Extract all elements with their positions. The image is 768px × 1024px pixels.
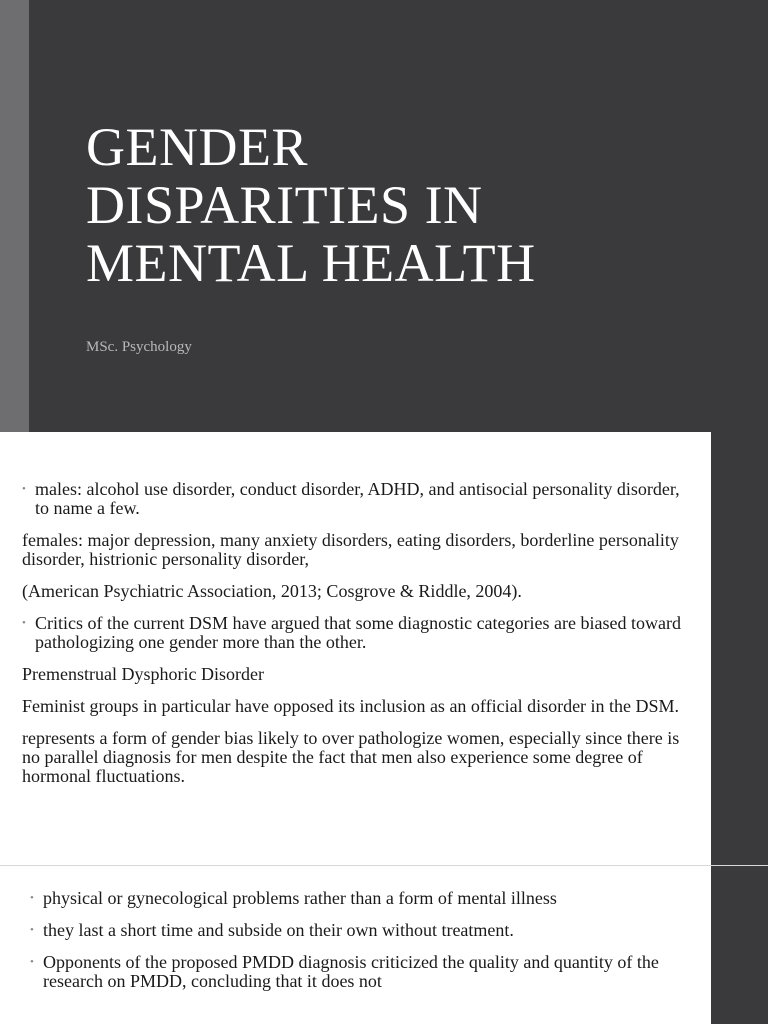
list-item [30, 889, 690, 908]
list-item [22, 665, 692, 684]
content-slide-3 [0, 866, 768, 1024]
list-item-text: (American Psychiatric Association, 2013; Cosgrove & Riddle, 2004). [22, 581, 522, 601]
bullet-icon: • [30, 956, 34, 968]
bullet-icon: • [30, 924, 34, 936]
list-item-text: Feminist groups in particular have opposed its inclusion as an official disorder in the DSM. [22, 696, 680, 716]
list-item [22, 729, 692, 786]
title-line-2: DISPARITIES IN [86, 175, 483, 235]
list-item [30, 953, 690, 991]
list-item-text: Premenstrual Dysphoric Disorder [22, 664, 264, 684]
list-item [30, 921, 690, 940]
list-item [22, 531, 692, 569]
list-item-text: Critics of the current DSM have argued that some diagnostic categories are biased toward pathologizing one gender more than the other. [35, 613, 681, 652]
list-item [22, 582, 692, 601]
list-item [22, 614, 692, 652]
slide-subtitle: MSc. Psychology [86, 339, 192, 355]
slide-2-body [22, 480, 692, 799]
content-slide-2 [0, 432, 768, 865]
list-item-text: they last a short time and subside on their own without treatment. [43, 920, 514, 940]
slide-sidebar [711, 432, 768, 865]
list-item-text: represents a form of gender bias likely to over pathologize women, especially since there is no parallel diagnosis for men despite the fact that men also experience some degree of hormonal fluctuations. [22, 728, 680, 786]
list-item-text: physical or gynecological problems rather than a form of mental illness [43, 888, 557, 908]
slide-sidebar [711, 866, 768, 1024]
title-line-3: MENTAL HEALTH [86, 233, 536, 293]
slide-3-body [30, 889, 690, 1004]
slide-title [86, 118, 726, 292]
title-line-1: GENDER [86, 117, 308, 177]
list-item-text: females: major depression, many anxiety disorders, eating disorders, borderline personality disorder, histrionic personality disorder, [22, 530, 679, 569]
list-item [22, 697, 692, 716]
list-item-text: Opponents of the proposed PMDD diagnosis criticized the quality and quantity of the research on PMDD, concluding that it does not [43, 952, 659, 991]
title-slide [0, 0, 768, 432]
bullet-icon: • [22, 483, 26, 495]
accent-stripe [0, 0, 29, 432]
bullet-icon: • [22, 617, 26, 629]
bullet-icon: • [30, 892, 34, 904]
list-item [22, 480, 692, 518]
list-item-text: males: alcohol use disorder, conduct disorder, ADHD, and antisocial personality disorder, to name a few. [35, 479, 680, 518]
